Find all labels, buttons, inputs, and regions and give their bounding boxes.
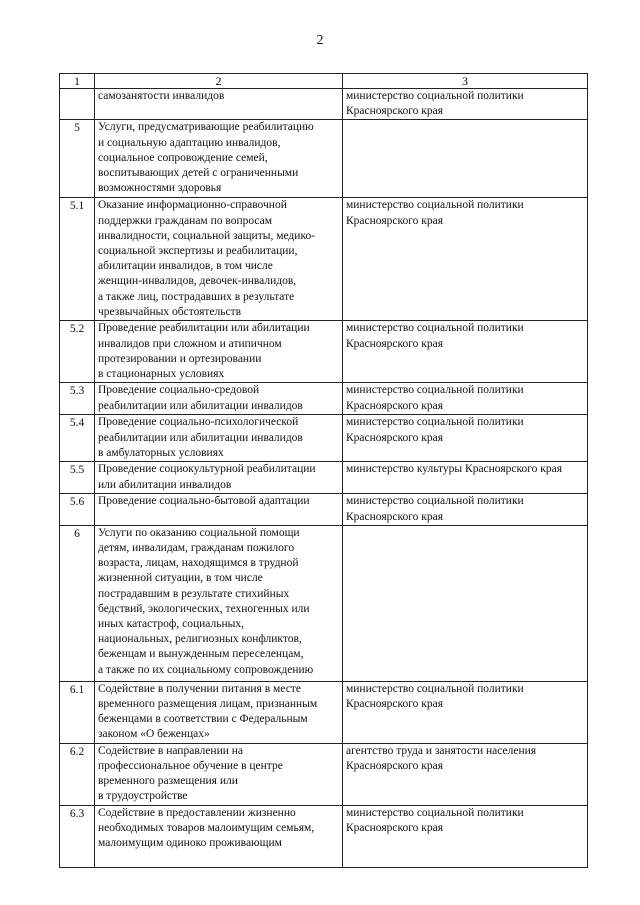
service-description: Проведение социально-средовой реабилитации или абилитации инвалидов <box>95 383 343 415</box>
responsible-body <box>343 120 588 198</box>
row-number: 5.2 <box>60 321 95 383</box>
responsible-body <box>343 525 588 681</box>
service-description: Содействие в направлении на профессиональное обучение в центре временного размещения или в трудоустройстве <box>95 743 343 805</box>
table-row <box>60 198 588 321</box>
row-number: 6 <box>60 525 95 681</box>
table-row <box>60 321 588 383</box>
responsible-body: министерство социальной политики Красноярского края <box>343 198 588 321</box>
service-description: Проведение реабилитации или абилитации инвалидов при сложном и атипичном протезировании и ортезировании в стационарных условиях <box>95 321 343 383</box>
responsible-body: министерство социальной политики Красноярского края <box>343 89 588 120</box>
table-row <box>60 494 588 525</box>
responsible-body: агентство труда и занятости населения Красноярского края <box>343 743 588 805</box>
row-number: 5.5 <box>60 462 95 494</box>
responsible-body: министерство социальной политики Красноярского края <box>343 494 588 525</box>
responsible-body: министерство культуры Красноярского края <box>343 462 588 494</box>
row-number: 6.1 <box>60 681 95 743</box>
service-description: самозанятости инвалидов <box>95 89 343 120</box>
row-number: 5.6 <box>60 494 95 525</box>
row-number: 6.3 <box>60 805 95 867</box>
table-row <box>60 681 588 743</box>
responsible-body: министерство социальной политики Красноярского края <box>343 383 588 415</box>
row-number: 5.3 <box>60 383 95 415</box>
table-row <box>60 525 588 681</box>
table-row <box>60 805 588 867</box>
row-number: 5 <box>60 120 95 198</box>
service-description: Проведение социально-бытовой адаптации <box>95 494 343 525</box>
row-number <box>60 89 95 120</box>
row-number: 5.4 <box>60 415 95 462</box>
service-description: Содействие в получении питания в месте временного размещения лицам, признанным беженцами в соответствии с Федеральным законом «О беженцах» <box>95 681 343 743</box>
column-header-3: 3 <box>343 74 588 89</box>
table-header-row <box>60 74 588 89</box>
responsible-body: министерство социальной политики Красноярского края <box>343 805 588 867</box>
responsible-body: министерство социальной политики Красноярского края <box>343 321 588 383</box>
table-row <box>60 120 588 198</box>
responsible-body: министерство социальной политики Красноярского края <box>343 415 588 462</box>
table-row <box>60 462 588 494</box>
service-description: Проведение социально-психологической реабилитации или абилитации инвалидов в амбулаторных условиях <box>95 415 343 462</box>
service-description: Оказание информационно-справочной поддержки гражданам по вопросам инвалидности, социальной защиты, медико- социальной экспертизы и реабилитации, абилитации инвалидов, в том числе женщин-инвалидов, девочек-инвалидов, а также лиц, пострадавших в результате чрезвычайных обстоятельств <box>95 198 343 321</box>
table-row <box>60 383 588 415</box>
service-description: Проведение социокультурной реабилитации или абилитации инвалидов <box>95 462 343 494</box>
services-table <box>59 73 588 868</box>
row-number: 6.2 <box>60 743 95 805</box>
table-row <box>60 89 588 120</box>
column-header-1: 1 <box>60 74 95 89</box>
page-number: 2 <box>316 33 324 48</box>
service-description: Услуги, предусматривающие реабилитацию и социальную адаптацию инвалидов, социальное сопровождение семей, воспитывающих детей с ограниченными возможностями здоровья <box>95 120 343 198</box>
service-description: Услуги по оказанию социальной помощи детям, инвалидам, гражданам пожилого возраста, лицам, находящимся в трудной жизненной ситуации, в том числе пострадавшим в результате стихийных бедствий, экологических, техногенных или иных катастроф, социальных, национальных, религиозных конфликтов, беженцам и вынужденным переселенцам, а также по их социальному сопровождению <box>95 525 343 681</box>
service-description: Содействие в предоставлении жизненно необходимых товаров малоимущим семьям, малоимущим одиноко проживающим <box>95 805 343 867</box>
row-number: 5.1 <box>60 198 95 321</box>
column-header-2: 2 <box>95 74 343 89</box>
table-row <box>60 415 588 462</box>
responsible-body: министерство социальной политики Красноярского края <box>343 681 588 743</box>
table-row <box>60 743 588 805</box>
